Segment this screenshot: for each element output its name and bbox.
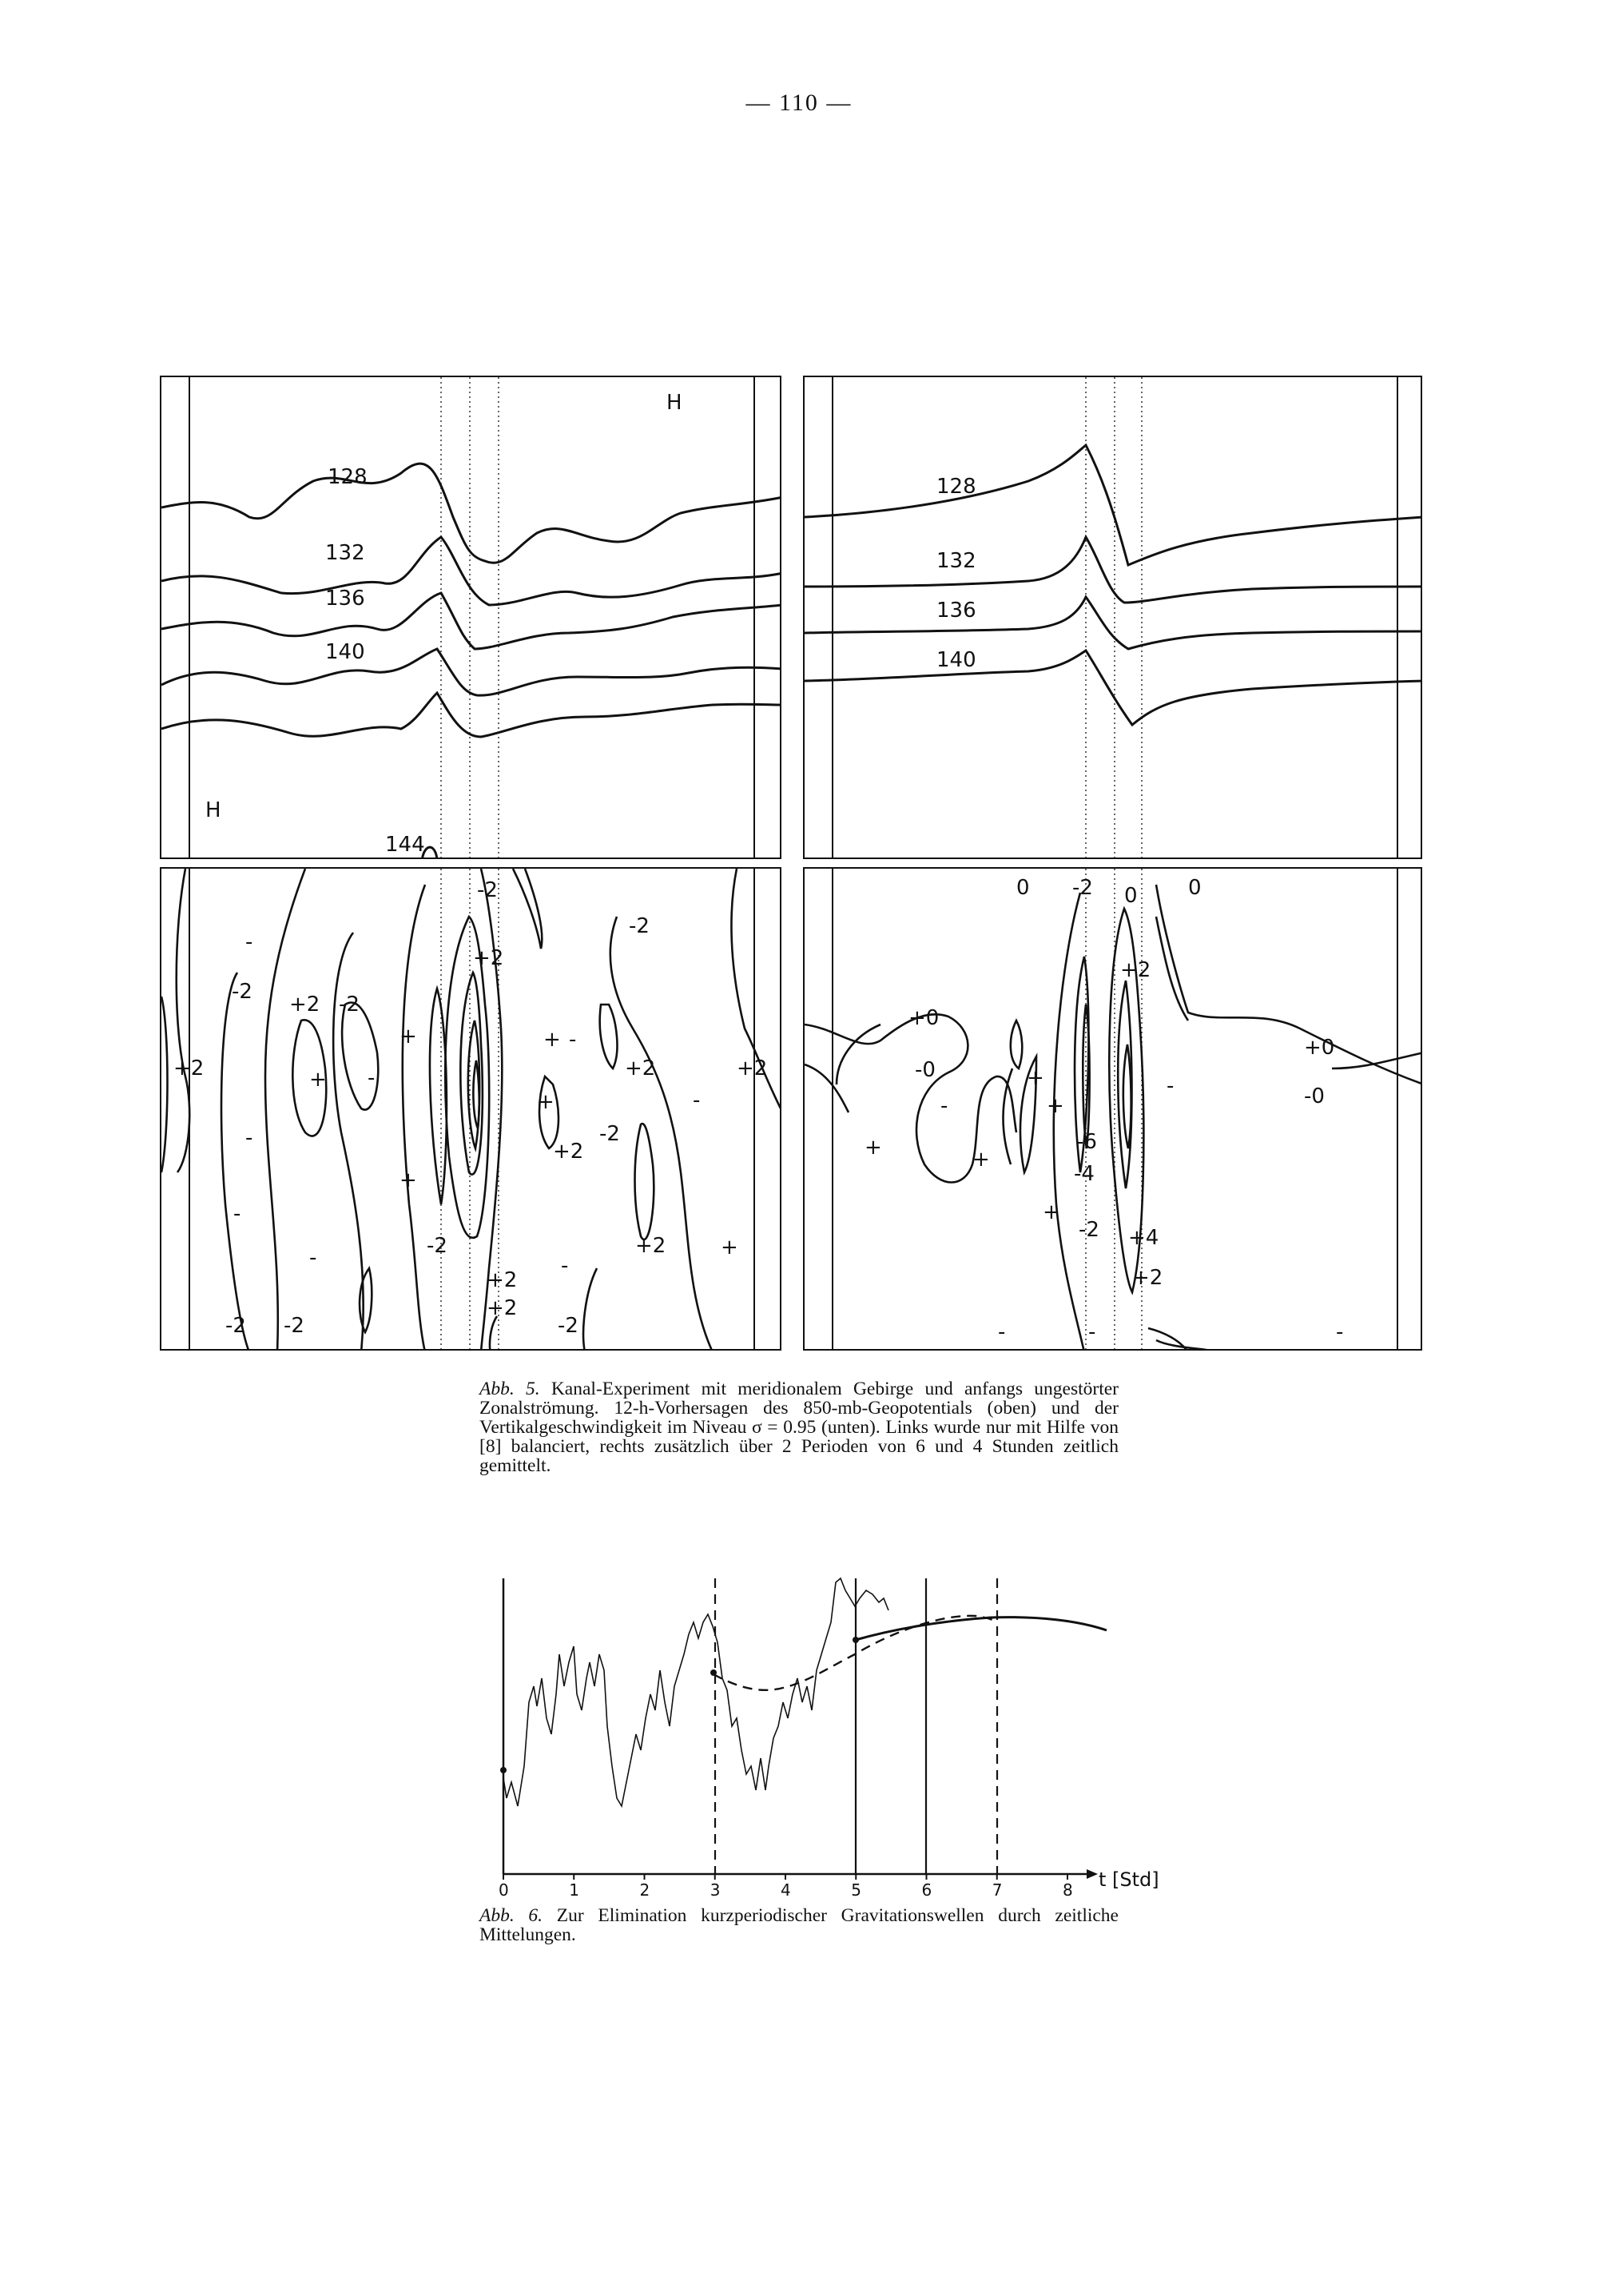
x-tick-label: 3 xyxy=(710,1880,721,1900)
figure-5-caption xyxy=(479,1379,1119,1475)
x-tick-label: 5 xyxy=(851,1880,861,1900)
vv-label: + xyxy=(721,1236,738,1259)
x-tick-label: 2 xyxy=(639,1880,650,1900)
figure-6-caption-label: Abb. 6. xyxy=(479,1905,543,1926)
vv-label: -2 xyxy=(232,980,252,1004)
vv-label: +0 xyxy=(1304,1036,1335,1060)
x-tick-label: 4 xyxy=(781,1880,791,1900)
x-tick-label: 8 xyxy=(1063,1880,1073,1900)
contour-label-136: 136 xyxy=(936,599,976,623)
vv-label: +2 xyxy=(1132,1266,1163,1290)
vv-label: -2 xyxy=(599,1122,620,1146)
vv-label: + xyxy=(543,1028,561,1052)
figure-6 xyxy=(479,1566,1183,1902)
panel-geopotential-left xyxy=(160,376,781,859)
vv-label: -2 xyxy=(225,1314,246,1338)
vv-label: +0 xyxy=(908,1006,940,1030)
contour-label-132: 132 xyxy=(325,541,365,565)
vertical-velocity-left-plot xyxy=(161,869,781,1351)
panel-geopotential-right xyxy=(803,376,1422,859)
vv-label: +4 xyxy=(1128,1226,1159,1250)
vv-label: -2 xyxy=(427,1234,447,1258)
vv-label: + xyxy=(309,1068,327,1092)
vv-label: +2 xyxy=(1120,958,1151,982)
vv-label: - xyxy=(309,1246,317,1270)
contour-label-144: 144 xyxy=(385,833,425,857)
vv-label: -6 xyxy=(1076,1130,1097,1154)
vv-label: +2 xyxy=(635,1234,666,1258)
contour-label-128: 128 xyxy=(936,475,976,499)
vv-label: 0 xyxy=(1124,884,1138,908)
x-tick-label: 6 xyxy=(921,1880,932,1900)
vv-label: -2 xyxy=(629,914,650,938)
vv-label: - xyxy=(1336,1320,1344,1344)
vv-label: +2 xyxy=(289,993,320,1017)
solid-mean-curve xyxy=(856,1618,1107,1640)
figure-6-plot xyxy=(479,1566,1183,1902)
x-axis-arrow xyxy=(1087,1869,1098,1879)
marker-dot xyxy=(853,1637,859,1643)
x-tick-label: 7 xyxy=(992,1880,1003,1900)
vv-label: -0 xyxy=(1304,1084,1325,1108)
vv-label: - xyxy=(561,1254,569,1278)
vv-label: 0 xyxy=(1016,876,1030,900)
vv-label: + xyxy=(537,1090,555,1114)
x-axis-label: t [Std] xyxy=(1099,1868,1159,1891)
contour-label-132: 132 xyxy=(936,549,976,573)
vv-label: -0 xyxy=(915,1058,936,1082)
x-tick-label: 1 xyxy=(569,1880,579,1900)
vv-label: - xyxy=(1088,1320,1096,1344)
vv-label: -2 xyxy=(1072,876,1093,900)
vv-label: +2 xyxy=(737,1056,768,1080)
contour-label-140: 140 xyxy=(325,640,365,664)
vv-label: +2 xyxy=(487,1268,518,1292)
vv-label: - xyxy=(233,1202,241,1226)
marker-dot xyxy=(500,1767,507,1773)
vv-label: 0 xyxy=(1188,876,1202,900)
vv-label: + xyxy=(972,1148,990,1172)
vv-label: - xyxy=(569,1028,577,1052)
figure-5 xyxy=(160,376,1422,1359)
contour-label-140: 140 xyxy=(936,648,976,672)
vv-label: - xyxy=(693,1088,701,1112)
figure-6-caption-text: Zur Elimination kurzperiodischer Gravitationswellen durch zeitliche Mittelungen. xyxy=(479,1905,1119,1945)
vv-label: -2 xyxy=(558,1314,578,1338)
vv-label: - xyxy=(940,1094,948,1118)
panel-vertical-velocity-left xyxy=(160,867,781,1351)
vv-label: + xyxy=(865,1136,882,1160)
vv-label: -2 xyxy=(339,993,360,1017)
high-label-bottom: H xyxy=(205,798,221,822)
vv-label: - xyxy=(368,1066,376,1090)
vv-label: +2 xyxy=(473,946,504,970)
vv-label: +2 xyxy=(625,1056,656,1080)
vertical-velocity-right-plot xyxy=(805,869,1422,1351)
vv-label: +2 xyxy=(553,1140,584,1164)
vv-label: -2 xyxy=(284,1314,304,1338)
contour-label-136: 136 xyxy=(325,587,365,611)
high-label-top: H xyxy=(666,391,682,415)
x-tick-label: 0 xyxy=(499,1880,509,1900)
vv-label: + xyxy=(400,1168,417,1192)
figure-5-caption-text: Kanal-Experiment mit meridionalem Gebirge und anfangs ungestörter Zonalströmung. 12-h-Vorhersagen des 850-mb-Geopotentials (oben) und der Vertikalgeschwindigkeit im Niveau σ = 0.95 (unten). Links wurde nur mit Hilfe von [8] balanciert, rechts zusätzlich über 2 Perioden von 6 und 4 Stunden zeitlich gemittelt. xyxy=(479,1379,1119,1476)
geopotential-right-plot xyxy=(805,377,1422,859)
vv-label: -2 xyxy=(477,878,498,902)
vv-label: - xyxy=(245,930,253,954)
panel-vertical-velocity-right xyxy=(803,867,1422,1351)
figure-5-caption-label: Abb. 5. xyxy=(479,1379,540,1399)
vv-label: - xyxy=(245,1126,253,1150)
marker-dot xyxy=(710,1669,717,1676)
vv-label: +2 xyxy=(173,1056,205,1080)
vv-label: - xyxy=(1167,1074,1175,1098)
page-number: — 110 — xyxy=(745,90,853,116)
vv-label: + xyxy=(400,1025,417,1049)
contour-label-128: 128 xyxy=(328,465,368,489)
vv-label: + xyxy=(1027,1066,1044,1090)
figure-6-caption xyxy=(479,1906,1119,1944)
x-tick-labels xyxy=(499,1874,1073,1900)
vv-label: - xyxy=(998,1320,1006,1344)
vv-label: + xyxy=(1043,1200,1060,1224)
vv-label: +2 xyxy=(487,1296,518,1320)
vv-label: -2 xyxy=(1079,1218,1099,1242)
geopotential-left-plot xyxy=(161,377,781,859)
vv-label: -4 xyxy=(1074,1162,1095,1186)
vv-label: + xyxy=(1047,1094,1064,1118)
noisy-signal-line xyxy=(503,1578,888,1806)
